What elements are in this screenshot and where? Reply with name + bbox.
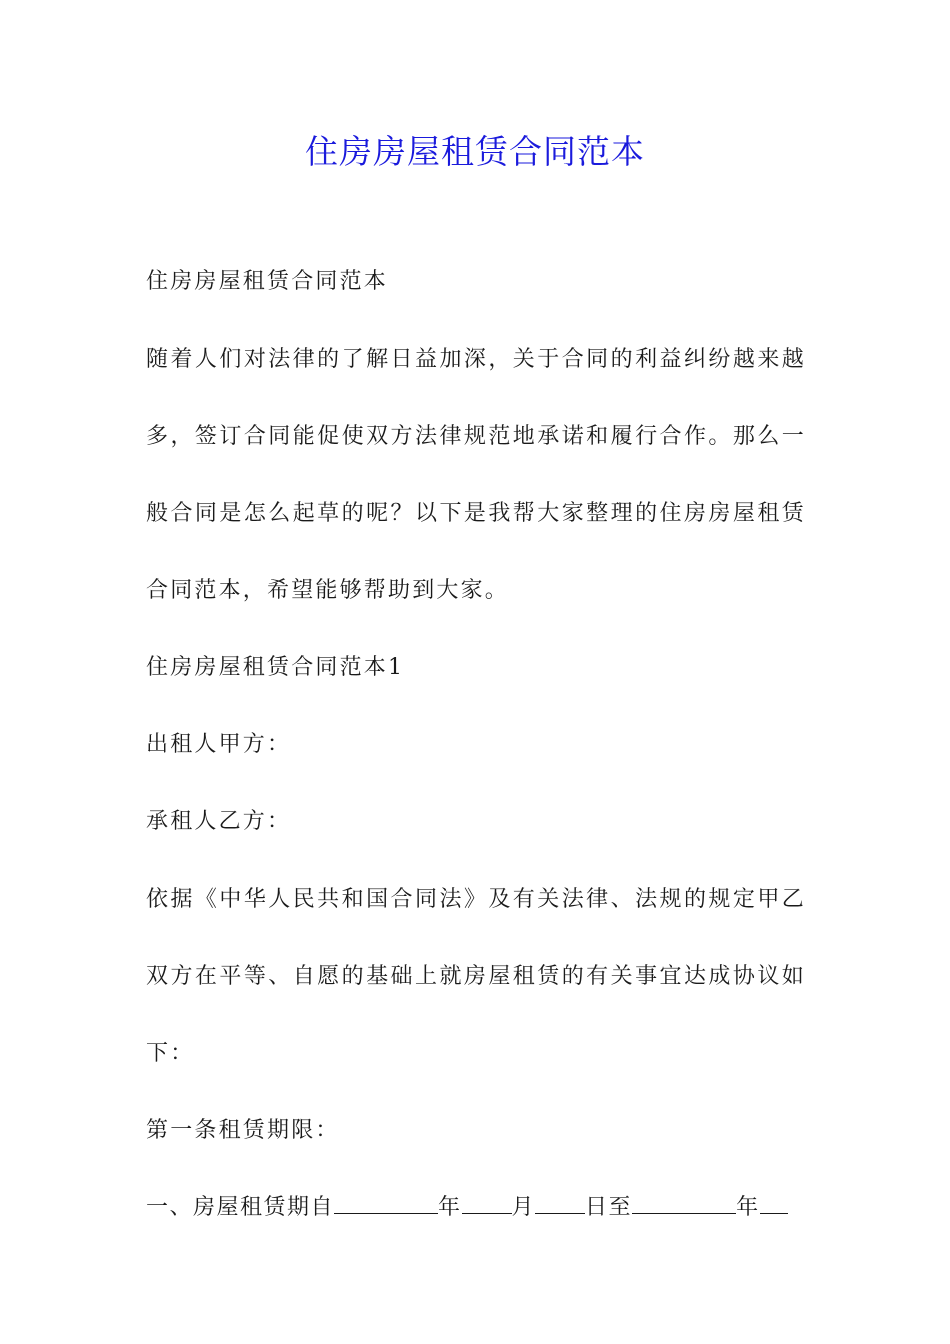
blank-month-end — [760, 1191, 788, 1214]
term-month: 月 — [511, 1195, 536, 1220]
blank-year-end — [632, 1191, 736, 1214]
paragraph-section-heading: 住房房屋租赁合同范本1 — [146, 655, 405, 680]
paragraph-basis: 依据《中华人民共和国合同法》及有关法律、法规的规定甲乙双方在平等、自愿的基础上就房屋租赁的有关事宜达成协议如下： — [146, 887, 806, 1066]
paragraph-intro: 随着人们对法律的了解日益加深，关于合同的利益纠纷越来越多，签订合同能促使双方法律规范地承诺和履行合作。那么一般合同是怎么起草的呢？以下是我帮大家整理的住房房屋租赁合同范本，希望能够帮助到大家。 — [146, 347, 806, 603]
blank-month-start — [462, 1191, 512, 1214]
term-year-end: 年 — [736, 1195, 760, 1220]
paragraph-term-line — [146, 1188, 806, 1228]
term-year: 年 — [438, 1195, 462, 1220]
paragraph-subtitle: 住房房屋租赁合同范本 — [146, 269, 389, 294]
paragraph-article-one: 第一条租赁期限： — [146, 1118, 340, 1143]
paragraph-lessor: 出租人甲方： — [146, 732, 292, 757]
term-day-to: 日至 — [585, 1195, 633, 1220]
term-prefix: 一、房屋租赁期自 — [146, 1195, 335, 1220]
blank-day-start — [535, 1191, 585, 1214]
document-body — [146, 262, 806, 1265]
page-title: 住房房屋租赁合同范本 — [305, 132, 645, 171]
paragraph-lessee: 承租人乙方： — [146, 809, 292, 834]
blank-year-start — [334, 1191, 438, 1214]
